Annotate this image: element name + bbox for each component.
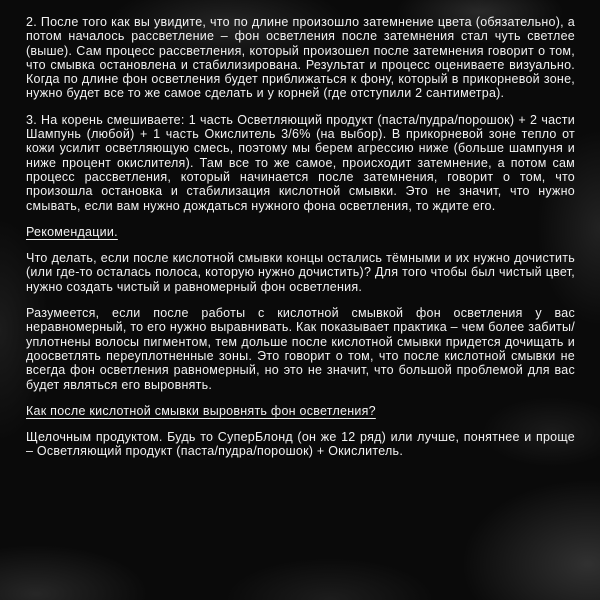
paragraph-step-3: 3. На корень смешиваете: 1 часть Осветляющий продукт (паста/пудра/порошок) + 2 части Шампунь (любой) + 1 часть Окислитель 3/6% (на выбор). В прикорневой зоне тепло от кожи усилит осветляющую смесь, поэтому мы берем агрессию ниже (больше шампуня и ниже процент окислителя). Там все то же самое, происходит затемнение, а потом сам процесс рассветления, который начинается после затемнения, говорит о том, что произошла остановка и стабилизация кислотной смывки. Это не значит, что нужно смывать, если вам нужно дождаться нужного фона осветления, то ждите его. [26,112,575,213]
recommendations-heading: Рекомендации. [26,224,118,239]
paragraph-answer: Щелочным продуктом. Будь то СуперБлонд (он же 12 ряд) или лучше, понятнее и проще – Осветляющий продукт (паста/пудра/порошок) + Окислитель. [26,430,575,459]
paragraph-step-2: 2. После того как вы увидите, что по длине произошло затемнение цвета (обязательно), а потом началось рассветление – фон осветления после затемнения стал чуть светлее (выше). Сам процесс рассветления, который произошел после затемнения говорит о том, что смывка остановлена и стабилизирована. Результат и процесс оцениваете визуально. Когда по длине фон осветления будет приближаться к фону, который в прикорневой зоне, нужно будет все то же самое сделать и у корней (где отступили 2 сантиметра). [26,15,575,101]
question-heading: Как после кислотной смывки выровнять фон осветления? [26,403,376,418]
paragraph-recommendation-2: Разумеется, если после работы с кислотной смывкой фон осветления у вас неравномерный, то его нужно выравнивать. Как показывает практика – чем более забиты/уплотнены волосы пигментом, тем дольше после кислотной смывки придется дочищать и доосветлять переуплотненные зоны. Это говорит о том, что после кислотной смывки не всегда фон осветления равномерный, но это не значит, что большой проблемой для вас будет являться его выровнять. [26,306,575,392]
paragraph-recommendation-1: Что делать, если после кислотной смывки концы остались тёмными и их нужно дочистить (или где-то осталась полоса, которую нужно дочистить)? Для того чтобы был чистый цвет, нужно создать чистый и равномерный фон осветления. [26,251,575,294]
